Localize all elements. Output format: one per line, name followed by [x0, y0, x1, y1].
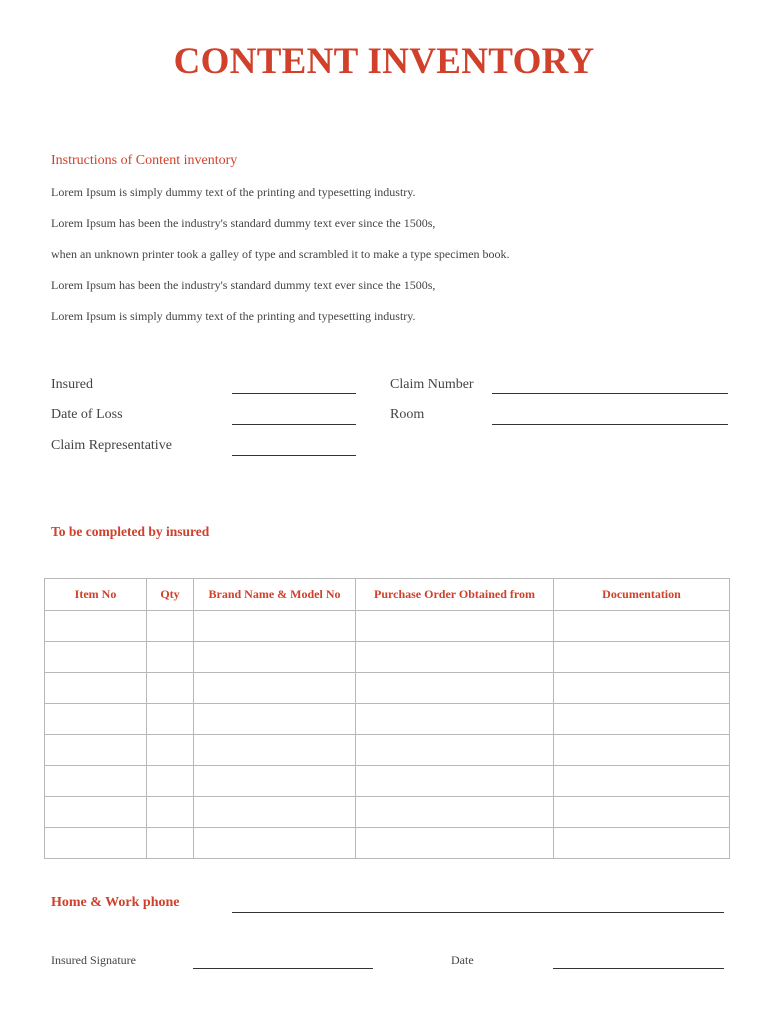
- table-cell[interactable]: [147, 611, 194, 642]
- table-cell[interactable]: [194, 797, 356, 828]
- table-cell[interactable]: [45, 611, 147, 642]
- table-cell[interactable]: [356, 704, 554, 735]
- table-cell[interactable]: [356, 828, 554, 859]
- table-row: [45, 797, 730, 828]
- table-row: [45, 642, 730, 673]
- table-cell[interactable]: [356, 673, 554, 704]
- table-cell[interactable]: [147, 642, 194, 673]
- signature-label: Insured Signature: [51, 953, 136, 967]
- date-label: Date: [451, 953, 474, 967]
- inventory-table: [44, 578, 730, 859]
- instruction-line: Lorem Ipsum is simply dummy text of the printing and typesetting industry.: [51, 309, 416, 323]
- table-cell[interactable]: [554, 673, 730, 704]
- table-cell[interactable]: [554, 611, 730, 642]
- table-header-row: [45, 579, 730, 611]
- table-row: [45, 735, 730, 766]
- claim-representative-label: Claim Representative: [51, 438, 172, 453]
- table-cell[interactable]: [356, 797, 554, 828]
- table-cell[interactable]: [554, 766, 730, 797]
- table-cell[interactable]: [45, 766, 147, 797]
- column-header-item-no: Item No: [45, 579, 147, 611]
- table-cell[interactable]: [356, 611, 554, 642]
- table-cell[interactable]: [45, 797, 147, 828]
- column-header-qty: Qty: [147, 579, 194, 611]
- table-cell[interactable]: [554, 642, 730, 673]
- table-cell[interactable]: [194, 642, 356, 673]
- phone-label: Home & Work phone: [51, 895, 180, 910]
- instruction-line: Lorem Ipsum has been the industry's standard dummy text ever since the 1500s,: [51, 216, 436, 230]
- claim-representative-field[interactable]: [232, 455, 356, 456]
- table-cell[interactable]: [554, 797, 730, 828]
- table-cell[interactable]: [45, 673, 147, 704]
- table-cell[interactable]: [554, 735, 730, 766]
- table-cell[interactable]: [45, 735, 147, 766]
- column-header-purchase-order: Purchase Order Obtained from: [356, 579, 554, 611]
- section-heading-insured: To be completed by insured: [51, 524, 210, 539]
- signature-field[interactable]: [193, 968, 373, 969]
- table-cell[interactable]: [194, 828, 356, 859]
- table-cell[interactable]: [554, 828, 730, 859]
- table-cell[interactable]: [356, 642, 554, 673]
- instruction-line: Lorem Ipsum is simply dummy text of the printing and typesetting industry.: [51, 185, 416, 199]
- claim-number-label: Claim Number: [390, 377, 474, 392]
- instruction-line: when an unknown printer took a galley of type and scrambled it to make a type specimen book.: [51, 247, 510, 261]
- table-cell[interactable]: [194, 704, 356, 735]
- table-cell[interactable]: [194, 735, 356, 766]
- room-field[interactable]: [492, 424, 728, 425]
- date-of-loss-label: Date of Loss: [51, 407, 123, 422]
- table-cell[interactable]: [147, 797, 194, 828]
- column-header-brand-model: Brand Name & Model No: [194, 579, 356, 611]
- table-cell[interactable]: [356, 766, 554, 797]
- table-cell[interactable]: [45, 642, 147, 673]
- table-row: [45, 828, 730, 859]
- table-row: [45, 673, 730, 704]
- insured-field[interactable]: [232, 393, 356, 394]
- phone-field[interactable]: [232, 912, 724, 913]
- date-field[interactable]: [553, 968, 724, 969]
- date-of-loss-field[interactable]: [232, 424, 356, 425]
- table-cell[interactable]: [147, 673, 194, 704]
- table-cell[interactable]: [147, 735, 194, 766]
- table-row: [45, 766, 730, 797]
- table-cell[interactable]: [554, 704, 730, 735]
- table-cell[interactable]: [194, 611, 356, 642]
- table-cell[interactable]: [194, 673, 356, 704]
- instructions-heading: Instructions of Content inventory: [51, 153, 238, 168]
- table-cell[interactable]: [45, 704, 147, 735]
- room-label: Room: [390, 407, 425, 422]
- table-cell[interactable]: [194, 766, 356, 797]
- table-cell[interactable]: [356, 735, 554, 766]
- insured-label: Insured: [51, 377, 93, 392]
- column-header-documentation: Documentation: [554, 579, 730, 611]
- table-cell[interactable]: [147, 766, 194, 797]
- table-cell[interactable]: [45, 828, 147, 859]
- page-title: CONTENT INVENTORY: [173, 41, 595, 82]
- table-cell[interactable]: [147, 828, 194, 859]
- claim-number-field[interactable]: [492, 393, 728, 394]
- instruction-line: Lorem Ipsum has been the industry's standard dummy text ever since the 1500s,: [51, 278, 436, 292]
- table-row: [45, 704, 730, 735]
- table-cell[interactable]: [147, 704, 194, 735]
- table-row: [45, 611, 730, 642]
